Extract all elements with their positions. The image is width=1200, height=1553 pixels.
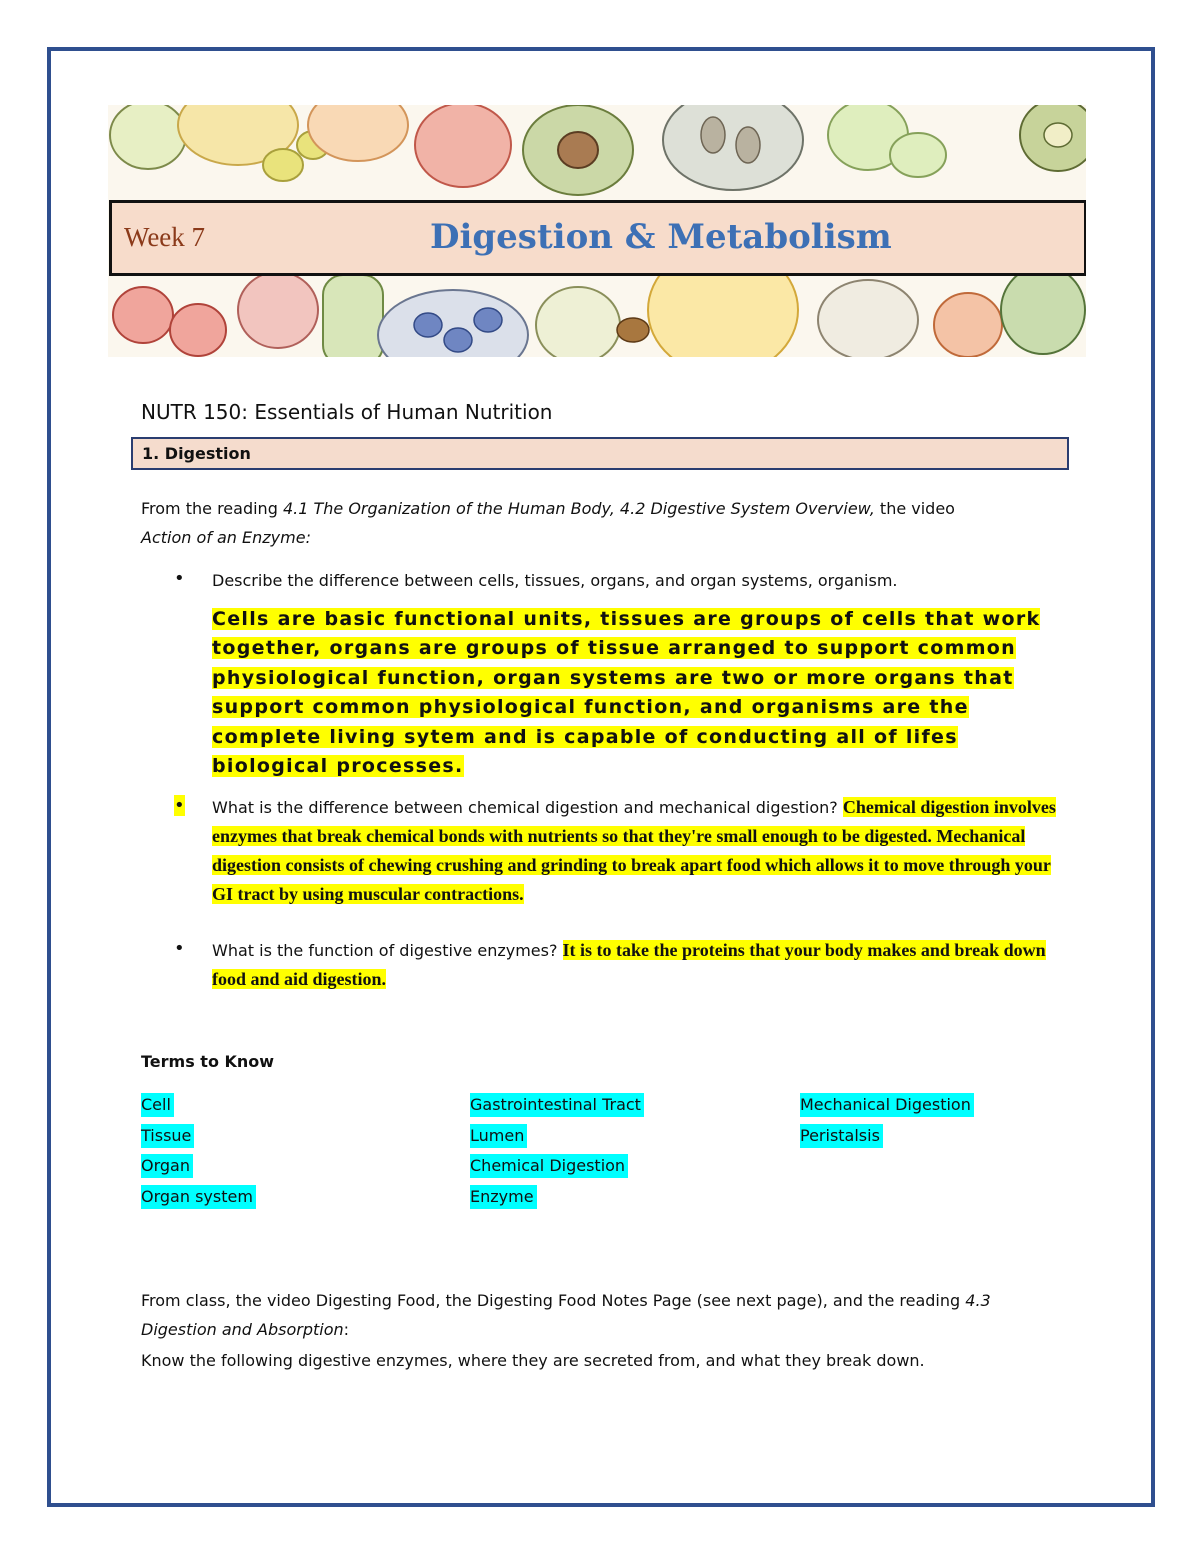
question-3 <box>212 936 1072 994</box>
terms-heading: Terms to Know <box>141 1052 275 1071</box>
intro-video: Action of an Enzyme: <box>141 528 311 547</box>
term-enzyme: Enzyme <box>470 1185 537 1209</box>
footer-prefix: From class, the video Digesting Food, the Digesting Food Notes Page (see next page), and the reading <box>141 1291 966 1310</box>
term-peristalsis: Peristalsis <box>800 1124 883 1148</box>
intro-prefix: From the reading <box>141 499 283 518</box>
term-gi-tract: Gastrointestinal Tract <box>470 1093 644 1117</box>
bullet-icon: • <box>174 795 185 816</box>
term-lumen: Lumen <box>470 1124 527 1148</box>
bullet-icon: • <box>174 568 185 589</box>
answer-1-text: Cells are basic functional units, tissues are groups of cells that work together, organs are groups of tissue arranged to support common physiological function, organ systems are two or more organs that support common physiological function, and organisms are the complete living sytem and is capable of conducting all of lifes biological processes. <box>212 608 1041 778</box>
term-cell: Cell <box>141 1093 174 1117</box>
section-heading-bar <box>131 437 1069 470</box>
bullet-icon: • <box>174 938 185 959</box>
answer-3-text: It is to take the proteins that your body makes and break down food and aid digestion. <box>212 940 1046 989</box>
term-organ-system: Organ system <box>141 1185 256 1209</box>
answer-1 <box>212 605 1072 781</box>
food-illustration-banner <box>108 105 1086 357</box>
question-2-text: What is the difference between chemical digestion and mechanical digestion? <box>212 798 843 817</box>
answer-2-text: Chemical digestion involves enzymes that break chemical bonds with nutrients so that they're small enough to be digested. Mechanical digestion consists of chewing crushing and grinding to break apart food which allows it to move through your GI tract by using muscular contractions. <box>212 797 1056 904</box>
title-box <box>109 200 1086 276</box>
question-1: Describe the difference between cells, tissues, organs, and organ systems, organism. <box>212 571 898 590</box>
footer-paragraph <box>141 1286 1071 1344</box>
page-title: Digestion & Metabolism <box>430 217 892 257</box>
footer-reading: 4.3 Digestion and Absorption <box>141 1291 991 1339</box>
intro-paragraph <box>141 494 1061 552</box>
question-3-text: What is the function of digestive enzymes? <box>212 941 563 960</box>
course-title: NUTR 150: Essentials of Human Nutrition <box>141 400 553 424</box>
term-mechanical-digestion: Mechanical Digestion <box>800 1093 974 1117</box>
week-label: Week 7 <box>124 222 206 252</box>
intro-middle: the video <box>874 499 955 518</box>
intro-reading: 4.1 The Organization of the Human Body, 4.2 Digestive System Overview, <box>282 499 875 518</box>
section-heading: 1. Digestion <box>142 444 251 463</box>
question-2 <box>212 793 1072 909</box>
footer-suffix: : <box>343 1320 350 1339</box>
term-chemical-digestion: Chemical Digestion <box>470 1154 628 1178</box>
term-organ: Organ <box>141 1154 193 1178</box>
term-tissue: Tissue <box>141 1124 194 1148</box>
footer-instruction: Know the following digestive enzymes, where they are secreted from, and what they break down. <box>141 1351 925 1370</box>
